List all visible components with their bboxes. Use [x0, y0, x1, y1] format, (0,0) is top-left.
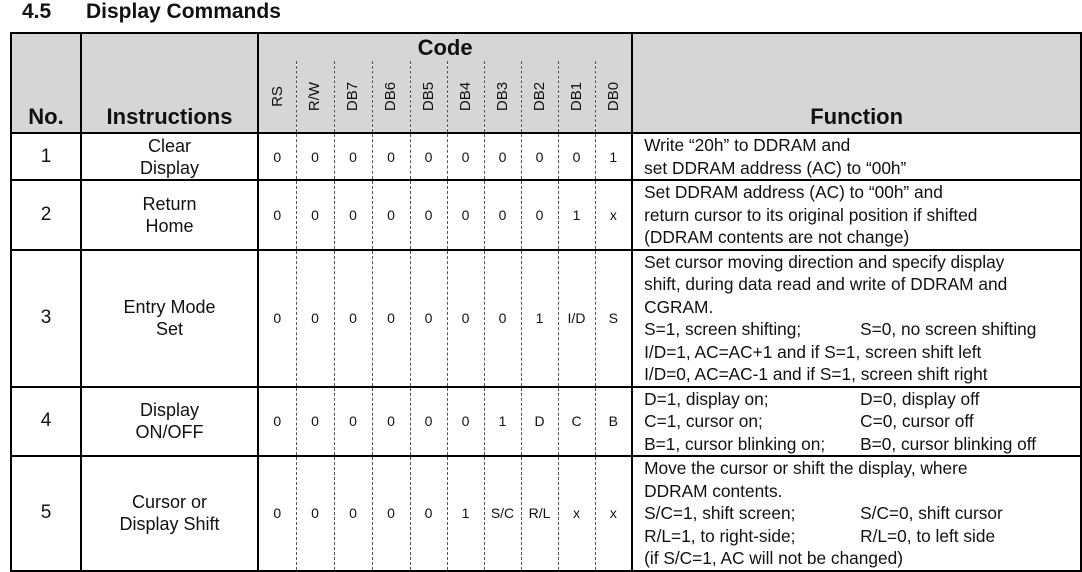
code-bit-value: 0 — [447, 387, 484, 457]
code-bit-value: 0 — [484, 133, 521, 180]
function-line-part: S=0, no screen shifting — [860, 319, 1037, 339]
code-bit-value: 0 — [258, 180, 296, 250]
instruction-name — [81, 133, 258, 180]
code-bit-value: 0 — [484, 250, 521, 387]
function-line: (if S/C=1, AC will not be changed) — [644, 548, 903, 568]
code-bit-value: 0 — [334, 180, 372, 250]
code-bit-value: 0 — [558, 133, 595, 180]
function-line — [644, 502, 1080, 525]
function-line: set DDRAM address (AC) to “00h” — [644, 157, 907, 178]
function-line-part: S=1, screen shifting; — [644, 319, 802, 339]
code-bit-value: 0 — [334, 250, 372, 387]
code-bit-value: 0 — [258, 133, 296, 180]
bit-header — [484, 61, 521, 133]
function-line: Write “20h” to DDRAM and — [644, 135, 851, 155]
bit-header-label: DB3 — [494, 81, 511, 111]
function-line: return cursor to its original position if shifted — [644, 204, 978, 225]
row-number: 2 — [11, 180, 81, 250]
function-line — [644, 388, 1080, 411]
instruction-line: Clear — [147, 135, 191, 156]
function-line: DDRAM contents. — [644, 480, 783, 501]
bit-header-label: R/W — [306, 81, 324, 111]
instruction-name — [81, 456, 258, 571]
code-bit-value: 0 — [410, 250, 447, 387]
code-bit-value: 0 — [296, 250, 334, 387]
function-line — [644, 410, 1080, 433]
bit-header-label: DB6 — [382, 81, 400, 111]
function-description — [632, 250, 1081, 387]
display-commands-table-wrapper — [10, 32, 1080, 568]
section-heading — [22, 0, 281, 24]
instruction-line: Home — [145, 215, 194, 236]
header-no: No. — [11, 33, 81, 133]
bit-header-label: DB1 — [568, 81, 585, 111]
function-line-part: R/L=1, to right-side; — [644, 525, 796, 546]
code-bit-value: C — [558, 387, 595, 457]
bit-header — [258, 61, 296, 133]
code-bit-value: 0 — [447, 180, 484, 250]
code-bit-value: 0 — [334, 387, 372, 457]
code-bit-value: 0 — [410, 133, 447, 180]
code-bit-value: 0 — [258, 456, 296, 571]
instruction-line: Cursor or — [131, 492, 207, 513]
function-line-part: C=1, cursor on; — [644, 411, 763, 431]
function-description — [632, 180, 1081, 250]
function-line: I/D=1, AC=AC+1 and if S=1, screen shift left — [644, 341, 982, 362]
code-bit-value: 0 — [447, 250, 484, 387]
code-bit-value: 0 — [410, 180, 447, 250]
function-description — [632, 133, 1081, 180]
bit-header-label: RS — [268, 85, 286, 107]
bit-header-label: DB0 — [604, 81, 622, 111]
code-bit-value: 1 — [521, 250, 558, 387]
function-line: I/D=0, AC=AC-1 and if S=1, screen shift right — [644, 364, 988, 384]
function-line-part: C=0, cursor off — [860, 411, 974, 431]
row-number: 1 — [11, 133, 81, 180]
function-line — [644, 433, 1080, 456]
bit-header — [334, 61, 372, 133]
code-bit-value: S/C — [484, 456, 521, 571]
code-bit-value: 0 — [296, 133, 334, 180]
code-bit-value: 1 — [595, 133, 632, 180]
code-bit-value: 0 — [296, 180, 334, 250]
code-bit-value: 0 — [372, 387, 410, 457]
header-function: Function — [632, 33, 1081, 133]
function-line: (DDRAM contents are not change) — [644, 227, 910, 247]
row-number: 3 — [11, 250, 81, 387]
code-bit-value: 0 — [296, 387, 334, 457]
code-bit-value: 1 — [558, 180, 595, 250]
function-line-part: R/L=0, to left side — [860, 525, 996, 546]
bit-header — [595, 61, 632, 133]
table-row — [11, 250, 1081, 387]
header-code: Code — [258, 33, 632, 61]
function-description — [632, 387, 1081, 457]
code-bit-value: I/D — [558, 250, 595, 387]
section-number: 4.5 — [22, 0, 52, 23]
function-line-part: D=0, display off — [860, 388, 980, 409]
function-line-part: B=1, cursor blinking on; — [644, 433, 826, 454]
code-bit-value: x — [595, 456, 632, 571]
code-bit-value: 0 — [521, 180, 558, 250]
function-line: Set cursor moving direction and specify display — [644, 251, 1005, 272]
function-line — [644, 318, 1080, 341]
code-bit-value: 0 — [410, 456, 447, 571]
function-line-part: D=1, display on; — [644, 388, 769, 409]
code-bit-value: 0 — [372, 456, 410, 571]
bit-header — [521, 61, 558, 133]
bit-header-label: DB7 — [344, 81, 362, 111]
code-bit-value: D — [521, 387, 558, 457]
code-bit-value: 0 — [410, 387, 447, 457]
bit-header — [558, 61, 595, 133]
table-row — [11, 387, 1081, 457]
table-row — [11, 180, 1081, 250]
bit-header-label: DB2 — [531, 81, 548, 111]
code-bit-value: S — [595, 250, 632, 387]
function-line-part: S/C=0, shift cursor — [860, 503, 1003, 523]
table-body — [11, 133, 1081, 571]
code-bit-value: 0 — [372, 180, 410, 250]
code-bit-value: x — [558, 456, 595, 571]
code-bit-value: 1 — [447, 456, 484, 571]
instruction-name — [81, 250, 258, 387]
display-commands-table — [10, 32, 1082, 572]
bit-header — [296, 61, 334, 133]
code-bit-value: 0 — [258, 250, 296, 387]
instruction-line: Return — [142, 193, 197, 214]
code-bit-value: 0 — [447, 133, 484, 180]
function-line — [644, 525, 1080, 548]
row-number: 4 — [11, 387, 81, 457]
code-bit-value: B — [595, 387, 632, 457]
code-bit-value: 0 — [334, 133, 372, 180]
code-bit-value: 1 — [484, 387, 521, 457]
bit-header — [410, 61, 447, 133]
instruction-line: Display — [139, 157, 200, 178]
function-line-part: S/C=1, shift screen; — [644, 503, 796, 523]
code-bit-value: 0 — [484, 180, 521, 250]
code-bit-value: x — [595, 180, 632, 250]
instruction-name — [81, 180, 258, 250]
function-description — [632, 456, 1081, 571]
instruction-line: Set — [155, 319, 184, 339]
bit-header — [447, 61, 484, 133]
instruction-name — [81, 387, 258, 457]
bit-header-label: DB5 — [420, 81, 437, 111]
table-header — [11, 33, 1081, 133]
header-instructions: Instructions — [81, 33, 258, 133]
instruction-line: ON/OFF — [135, 422, 204, 443]
section-title: Display Commands — [86, 0, 281, 23]
function-line: Move the cursor or shift the display, where — [644, 458, 968, 478]
function-line: CGRAM. — [644, 296, 714, 317]
code-bit-value: R/L — [521, 456, 558, 571]
code-bit-value: 0 — [334, 456, 372, 571]
function-line-part: B=0, cursor blinking off — [860, 433, 1037, 454]
code-bit-value: 0 — [372, 250, 410, 387]
instruction-line: Display Shift — [119, 514, 220, 535]
instruction-line: Display — [139, 400, 200, 421]
code-bit-value: 0 — [258, 387, 296, 457]
function-line: Set DDRAM address (AC) to “00h” and — [644, 182, 943, 202]
instruction-line: Entry Mode — [123, 297, 216, 317]
bit-header — [372, 61, 410, 133]
table-row — [11, 456, 1081, 571]
bit-header-label: DB4 — [457, 81, 474, 111]
function-line: shift, during data read and write of DDRAM and — [644, 274, 1008, 294]
code-bit-value: 0 — [296, 456, 334, 571]
code-bit-value: 0 — [372, 133, 410, 180]
code-bit-value: 0 — [521, 133, 558, 180]
table-row — [11, 133, 1081, 180]
row-number: 5 — [11, 456, 81, 571]
